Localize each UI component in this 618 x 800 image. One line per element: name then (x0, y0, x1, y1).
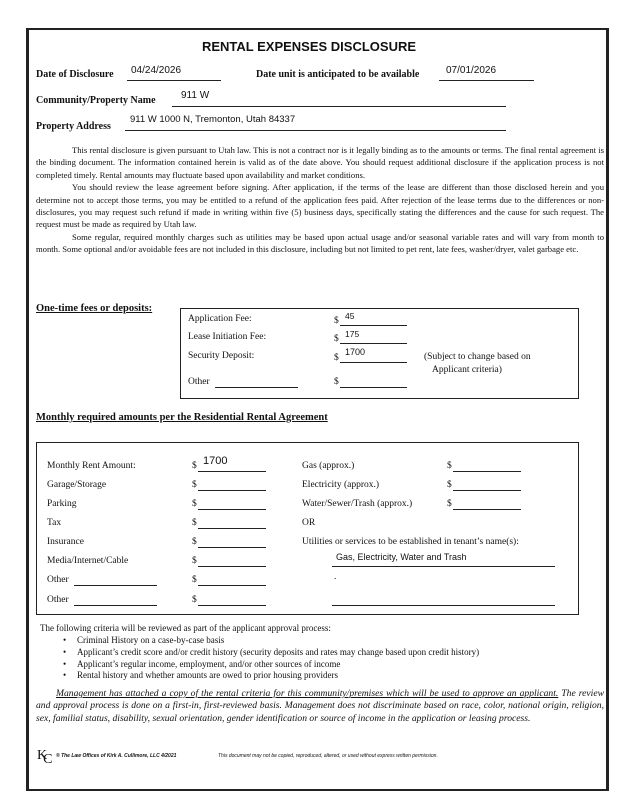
date-of-disclosure-label: Date of Disclosure (36, 69, 114, 80)
firm-logo: KC (37, 748, 49, 767)
currency-sign: $ (192, 575, 197, 585)
page-title: RENTAL EXPENSES DISCLOSURE (201, 39, 417, 54)
currency-sign: $ (334, 377, 339, 387)
currency-sign: $ (192, 595, 197, 605)
currency-sign: $ (447, 461, 452, 471)
currency-sign: $ (192, 556, 197, 566)
criteria-item: Applicant’s regular income, employment, and/or other sources of income (77, 659, 341, 669)
management-statement (36, 688, 604, 725)
currency-sign: $ (192, 461, 197, 471)
available-date-field[interactable]: 07/01/2026 (446, 65, 497, 76)
application-fee-label: Application Fee: (188, 314, 252, 324)
available-date-label: Date unit is anticipated to be available (256, 69, 420, 80)
bullet-icon: • (63, 670, 67, 680)
community-name-field[interactable]: 911 W (181, 90, 210, 101)
utilities-field[interactable]: Gas, Electricity, Water and Trash (336, 552, 467, 562)
bullet-icon: • (63, 647, 67, 657)
currency-sign: $ (334, 334, 339, 344)
monthly-amount-field[interactable]: 1700 (203, 455, 228, 467)
security-deposit-field[interactable]: 1700 (345, 347, 366, 357)
utility-label: Gas (approx.) (302, 461, 355, 471)
deposit-note: (Subject to change based on (424, 352, 531, 362)
currency-sign: $ (192, 518, 197, 528)
criteria-item: Applicant’s credit score and/or credit history (security deposits and rates may change based upon credit history) (77, 647, 480, 657)
other-fee-label: Other (188, 377, 210, 387)
disclosure-paragraphs (36, 144, 604, 256)
criteria-intro: The following criteria will be reviewed as part of the applicant approval process: (40, 623, 331, 633)
currency-sign: $ (192, 499, 197, 509)
bullet-icon: • (63, 635, 67, 645)
utilities-field-2[interactable]: . (334, 572, 337, 582)
paragraph: Some regular, required monthly charges such as utilities may be based upon actual usage and/or seasonal variable rates and will vary from month to month. Some optional and/or avoidable fees are not included in this disclosure, including but not limited to pet rent, late fees, washer/dryer, valet garbage etc. (36, 231, 604, 255)
monthly-label: Media/Internet/Cable (47, 556, 129, 566)
monthly-label: Monthly Rent Amount: (47, 461, 136, 471)
utilities-label: Utilities or services to be established in tenant’s name(s): (302, 537, 519, 547)
currency-sign: $ (447, 480, 452, 490)
monthly-label: Other (47, 575, 69, 585)
management-rest: The review and approval process is done on a first-in, first-reviewed basis. Management does not discriminate based on race, color, national origin, religion, sex, familial status, disability, sexual orientation, gender identification or source of income in the application or leasing process. (36, 688, 604, 724)
property-address-label: Property Address (36, 121, 111, 132)
currency-sign: $ (192, 480, 197, 490)
monthly-label: Parking (47, 499, 77, 509)
security-deposit-label: Security Deposit: (188, 351, 255, 361)
management-underlined: Management has attached a copy of the rental criteria for this community/premises which will be used to approve an applicant. (56, 688, 559, 699)
currency-sign: $ (334, 353, 339, 363)
utility-label: Electricity (approx.) (302, 480, 380, 490)
community-name-label: Community/Property Name (36, 95, 156, 106)
lease-initiation-fee-field[interactable]: 175 (345, 329, 360, 339)
monthly-label: Insurance (47, 537, 84, 547)
deposit-note-2: Applicant criteria) (432, 365, 502, 375)
currency-sign: $ (334, 316, 339, 326)
copy-notice: This document may not be copied, reproduced, altered, or used without express written permission. (218, 753, 438, 759)
bullet-icon: • (63, 659, 67, 669)
utility-label: Water/Sewer/Trash (approx.) (302, 499, 413, 509)
property-address-field[interactable]: 911 W 1000 N, Tremonton, Utah 84337 (130, 114, 296, 125)
firm-copyright: ® The Law Offices of Kirk A. Cullimore, LLC 4/2021 (56, 753, 177, 759)
currency-sign: $ (447, 499, 452, 509)
monthly-label: Other (47, 595, 69, 605)
monthly-amounts-heading: Monthly required amounts per the Residential Rental Agreement (36, 412, 328, 423)
monthly-label: Tax (47, 518, 62, 528)
currency-sign: $ (192, 537, 197, 547)
monthly-label: Garage/Storage (47, 480, 107, 490)
one-time-fees-heading: One-time fees or deposits: (36, 303, 153, 314)
paragraph: You should review the lease agreement before signing. After application, if the terms of the lease are different than those disclosed herein and you determine not to accept those terms, you may be entitled to a refund of the application fees paid. After rejection of the lease terms due to the differences or non-disclosures, you may request such refund if made in writing within five (5) business days, specifically stating the differences and the cause for such request. The request must be made as required by Utah law. (36, 182, 604, 230)
date-of-disclosure-field[interactable]: 04/24/2026 (131, 65, 182, 76)
paragraph: This rental disclosure is given pursuant to Utah law. This is not a contract nor is it legally binding as to the amounts or terms. The final rental agreement is the binding document. The information contained herein is valid as of the date above. You should request additional disclosure if the application process is not completed timely. Rental amounts may fluctuate based upon availability and market conditions. (36, 145, 604, 180)
or-label: OR (302, 518, 316, 528)
criteria-item: Criminal History on a case-by-case basis (77, 635, 225, 645)
criteria-item: Rental history and whether amounts are owed to prior housing providers (77, 670, 338, 680)
lease-initiation-fee-label: Lease Initiation Fee: (188, 332, 267, 342)
application-fee-field[interactable]: 45 (345, 311, 355, 321)
